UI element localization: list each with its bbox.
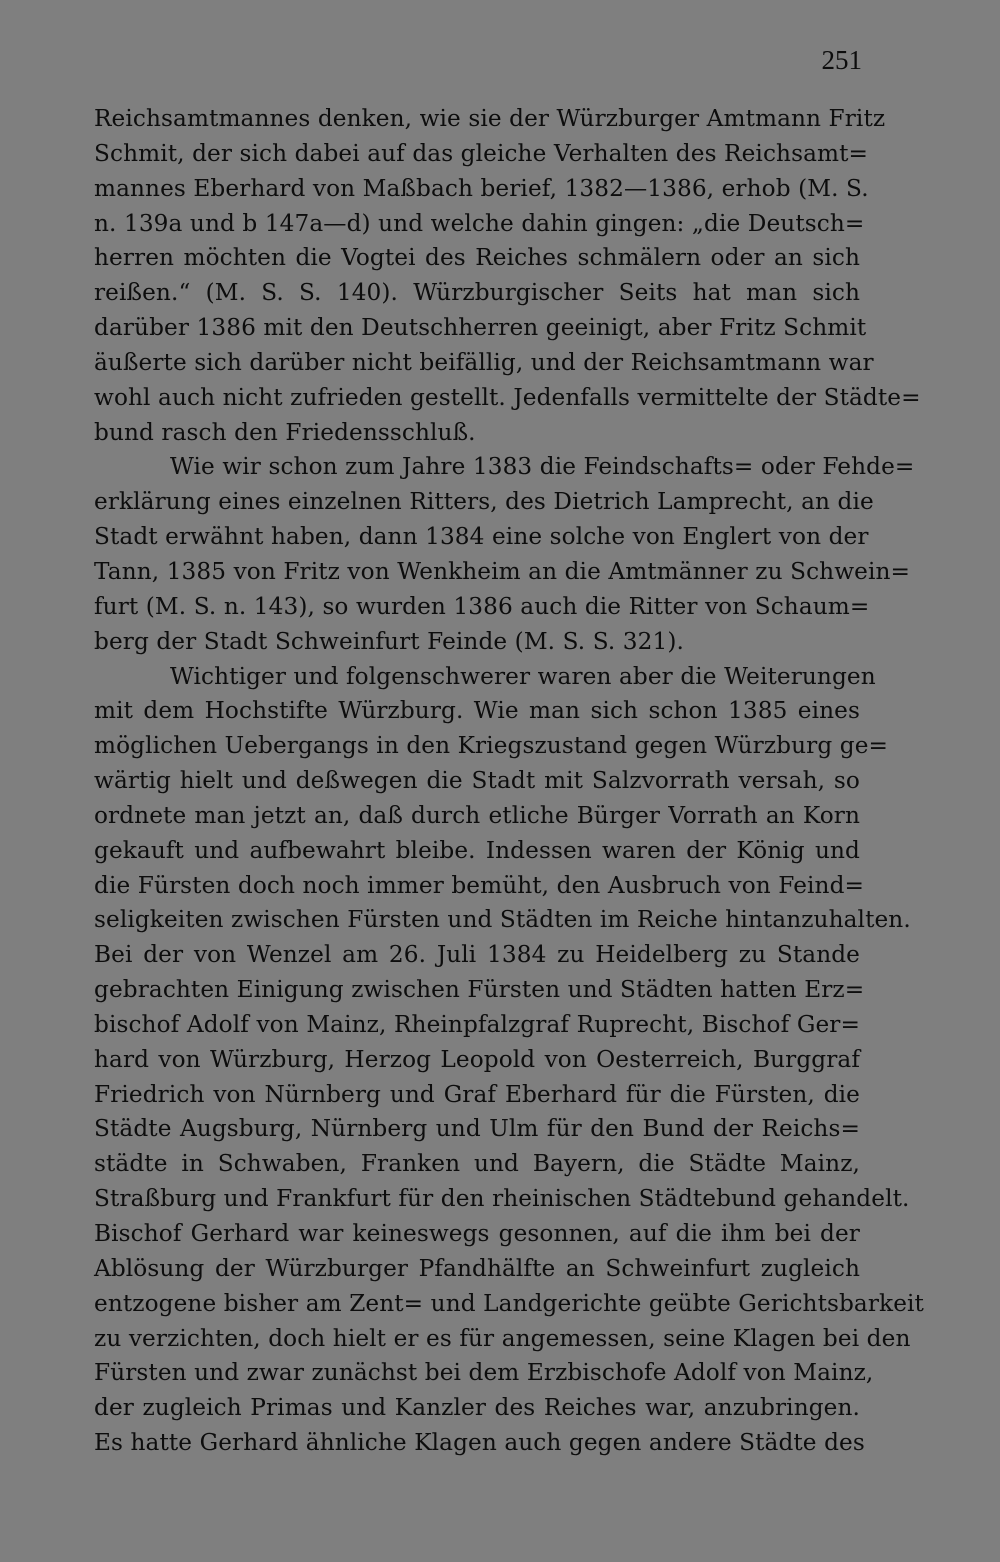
text-line: äußerte sich darüber nicht beifällig, und der Reichsamtmann war <box>94 348 874 376</box>
text-line: ordnete man jetzt an, daß durch etliche Bürger Vorrath an Korn <box>94 801 860 829</box>
text-line: gekauft und aufbewahrt bleibe. Indessen waren der König und <box>94 836 860 864</box>
text-line: gebrachten Einigung zwischen Fürsten und Städten hatten Erz= <box>94 976 865 1004</box>
text-line: Ablösung der Würzburger Pfandhälfte an Schweinfurt zugleich <box>94 1254 860 1282</box>
text-line: Wichtiger und folgenschwerer waren aber die Weiterungen <box>170 662 876 690</box>
text-line: berg der Stadt Schweinfurt Feinde (M. S. S. 321). <box>94 627 684 655</box>
text-line: reißen.“ (M. S. S. 140). Würzburgischer Seits hat man sich <box>94 279 860 307</box>
text-line: Städte Augsburg, Nürnberg und Ulm für den Bund der Reichs= <box>94 1115 860 1143</box>
text-line: möglichen Uebergangs in den Kriegszustand gegen Würzburg ge= <box>94 732 889 760</box>
text-line: entzogene bisher am Zent= und Landgerichte geübte Gerichtsbarkeit <box>94 1289 924 1317</box>
text-line: mannes Eberhard von Maßbach berief, 1382—1386, erhob (M. S. <box>94 174 869 202</box>
text-line: zu verzichten, doch hielt er es für angemessen, seine Klagen bei den <box>94 1324 911 1352</box>
text-line: Friedrich von Nürnberg und Graf Eberhard für die Fürsten, die <box>94 1080 860 1108</box>
text-line: n. 139a und b 147a—d) und welche dahin gingen: „die Deutsch= <box>94 209 865 237</box>
text-line: hard von Würzburg, Herzog Leopold von Oesterreich, Burggraf <box>94 1045 860 1073</box>
text-line: Es hatte Gerhard ähnliche Klagen auch gegen andere Städte des <box>94 1429 865 1457</box>
text-line: Wie wir schon zum Jahre 1383 die Feindschafts= oder Fehde= <box>170 453 915 481</box>
body-text <box>94 102 924 1461</box>
text-line: Schmit, der sich dabei auf das gleiche Verhalten des Reichsamt= <box>94 139 869 167</box>
text-line: Stadt erwähnt haben, dann 1384 eine solche von Englert von der <box>94 523 869 551</box>
text-line: erklärung eines einzelnen Ritters, des Dietrich Lamprecht, an die <box>94 488 874 516</box>
text-line: seligkeiten zwischen Fürsten und Städten im Reiche hintanzuhalten. <box>94 906 911 934</box>
text-line: der zugleich Primas und Kanzler des Reiches war, anzubringen. <box>94 1394 860 1422</box>
text-line: die Fürsten doch noch immer bemüht, den Ausbruch von Feind= <box>94 871 865 899</box>
text-line: städte in Schwaben, Franken und Bayern, die Städte Mainz, <box>94 1150 860 1178</box>
text-line: Tann, 1385 von Fritz von Wenkheim an die Amtmänner zu Schwein= <box>94 557 911 585</box>
text-line: herren möchten die Vogtei des Reiches schmälern oder an sich <box>94 244 860 272</box>
text-line: Bei der von Wenzel am 26. Juli 1384 zu Heidelberg zu Stande <box>94 941 860 969</box>
text-line: Bischof Gerhard war keineswegs gesonnen, auf die ihm bei der <box>94 1220 860 1247</box>
text-line: Straßburg und Frankfurt für den rheinischen Städtebund gehandelt. <box>94 1185 910 1213</box>
text-line: bischof Adolf von Mainz, Rheinpfalzgraf Ruprecht, Bischof Ger= <box>94 1010 860 1038</box>
page-number: 251 <box>821 45 862 75</box>
text-line: Fürsten und zwar zunächst bei dem Erzbischofe Adolf von Mainz, <box>94 1359 874 1387</box>
text-line: wohl auch nicht zufrieden gestellt. Jedenfalls vermittelte der Städte= <box>94 383 921 411</box>
text-line: mit dem Hochstifte Würzburg. Wie man sich schon 1385 eines <box>94 697 860 725</box>
text-line: Reichsamtmannes denken, wie sie der Würzburger Amtmann Fritz <box>94 105 886 132</box>
text-line: bund rasch den Friedensschluß. <box>94 418 476 446</box>
text-line: wärtig hielt und deßwegen die Stadt mit Salzvorrath versah, so <box>94 767 860 795</box>
text-line: furt (M. S. n. 143), so wurden 1386 auch die Ritter von Schaum= <box>94 592 870 620</box>
text-line: darüber 1386 mit den Deutschherren geeinigt, aber Fritz Schmit <box>94 314 867 342</box>
